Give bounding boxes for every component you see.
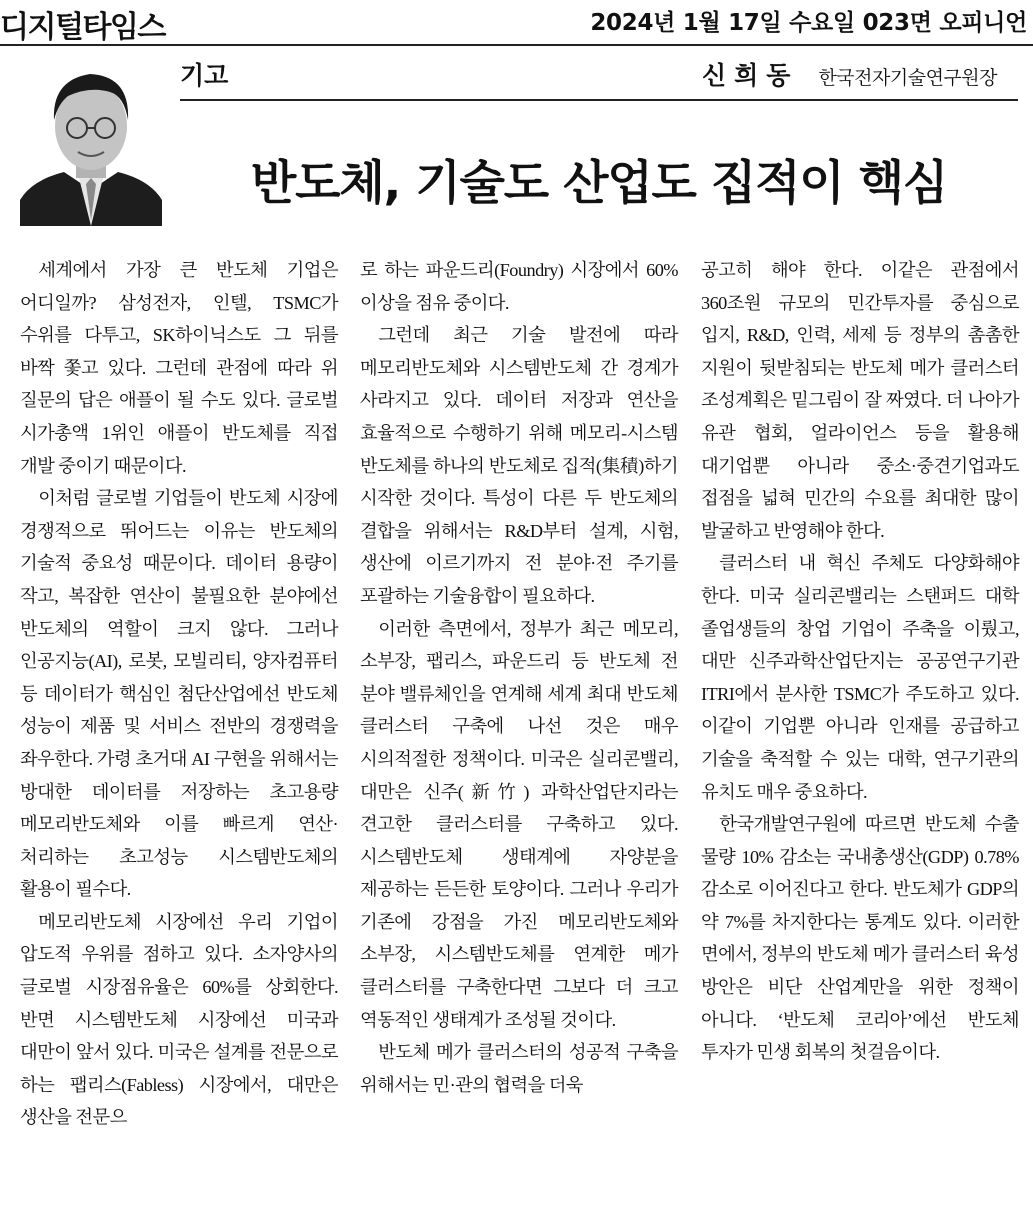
newspaper-logo: 디지털타임스 — [0, 10, 165, 45]
author-photo — [20, 60, 162, 226]
author-title: 한국전자기술연구원장 — [818, 67, 997, 89]
masthead — [0, 0, 1033, 46]
paragraph: 세계에서 가장 큰 반도체 기업은 어디일까? 삼성전자, 인텔, TSMC가 수위를 다투고, SK하이닉스도 그 뒤를 바짝 쫓고 있다. 그런데 관점에 따라 위 질문의 답은 애플이 될 수도 있다. 글로벌 시가총액 1위인 애플이 반도체를 직접 개발 중이기 때문이다. — [20, 260, 338, 476]
body-column-1 — [20, 254, 338, 1134]
body-column-2 — [360, 254, 678, 1101]
publication-info: 2024년 1월 17일 수요일 023면 오피니언 — [590, 10, 1027, 36]
article-headline: 반도체, 기술도 산업도 집적이 핵심 — [250, 156, 948, 211]
header-divider — [180, 99, 1018, 101]
paragraph: 클러스터 내 혁신 주체도 다양화해야 한다. 미국 실리콘밸리는 스탠퍼드 대학 졸업생들의 창업 기업이 주축을 이뤘고, 대만 신주과학산업단지는 공공연구기관 ITRI에서 분사한 TSMC가 주도하고 있다. 이같이 기업뿐 아니라 인재를 공급하고 기술을 축적할 수 있는 대학, 연구기관의 유치도 매우 중요하다. — [701, 553, 1019, 802]
paragraph: 한국개발연구원에 따르면 반도체 수출 물량 10% 감소는 국내총생산(GDP) 0.78% 감소로 이어진다고 한다. 반도체가 GDP의 약 7%를 차지한다는 통계도 있다. 이러한 면에서, 정부의 반도체 메가 클러스터 육성 방안은 비단 산업계만을 위한 정책이 아니다. ‘반도체 코리아’에선 반도체 투자가 민생 회복의 첫걸음이다. — [701, 814, 1019, 1063]
paragraph: 그런데 최근 기술 발전에 따라 메모리반도체와 시스템반도체 간 경계가 사라지고 있다. 데이터 저장과 연산을 효율적으로 수행하기 위해 메모리-시스템 반도체를 하나의 반도체로 집적(集積)하기 시작한 것이다. 특성이 다른 두 반도체의 결합을 위해서는 R&D부터 설계, 시험, 생산에 이르기까지 전 분야·전 주기를 포괄하는 기술융합이 필요하다. — [360, 325, 678, 606]
paragraph: 메모리반도체 시장에선 우리 기업이 압도적 우위를 점하고 있다. 소자양사의 글로벌 시장점유율은 60%를 상회한다. 반면 시스템반도체 시장에선 미국과 대만이 앞서 있다. 미국은 설계를 전문으로 하는 팹리스(Fabless) 시장에서, 대만은 생산을 전문으 — [20, 911, 338, 1128]
body-column-3 — [701, 254, 1019, 1069]
paragraph: 이러한 측면에서, 정부가 최근 메모리, 소부장, 팹리스, 파운드리 등 반도체 전 분야 밸류체인을 연계해 세계 최대 반도체 클러스터 구축에 나선 것은 매우 시의적절한 정책이다. 미국은 실리콘밸리, 대만은 신주(新竹) 과학산업단지라는 견고한 클러스터를 구축하고 있다. 시스템반도체 생태계에 자양분을 제공하는 든든한 토양이다. 그러나 우리가 기존에 강점을 가진 메모리반도체와 소부장, 시스템반도체를 연계한 메가 클러스터를 구축한다면 그보다 더 크고 역동적인 생태계가 조성될 것이다. — [360, 618, 678, 1030]
paragraph: 반도체 메가 클러스터의 성공적 구축을 위해서는 민·관의 협력을 더욱 — [360, 1042, 678, 1095]
author-portrait-image — [20, 60, 162, 226]
paragraph: 공고히 해야 한다. 이같은 관점에서 360조원 규모의 민간투자를 중심으로 입지, R&D, 인력, 세제 등 정부의 촘촘한 지원이 뒷받침되는 반도체 메가 클러스터 조성계획은 밑그림이 잘 짜였다. 더 나아가 유관 협회, 얼라이언스 등을 활용해 대기업뿐 아니라 중소·중견기업과도 접점을 넓혀 민간의 수요를 최대한 많이 발굴하고 반영해야 한다. — [701, 260, 1019, 541]
paragraph: 이처럼 글로벌 기업들이 반도체 시장에 경쟁적으로 뛰어드는 이유는 반도체의 기술적 중요성 때문이다. 데이터 용량이 작고, 복잡한 연산이 불필요한 분야에선 반도체의 역할이 크지 않다. 그러나 인공지능(AI), 로봇, 모빌리티, 양자컴퓨터 등 데이터가 핵심인 첨단산업에선 반도체 성능이 제품 및 서비스 전반의 경쟁력을 좌우한다. 가령 초거대 AI 구현을 위해서는 방대한 데이터를 저장하는 초고용량 메모리반도체와 이를 빠르게 연산·처리하는 초고성능 시스템반도체의 활용이 필수다. — [20, 488, 338, 900]
byline — [702, 56, 997, 92]
paragraph: 로 하는 파운드리(Foundry) 시장에서 60% 이상을 점유 중이다. — [360, 260, 678, 313]
author-name: 신희동 — [702, 61, 799, 90]
section-label: 기고 — [180, 61, 229, 90]
